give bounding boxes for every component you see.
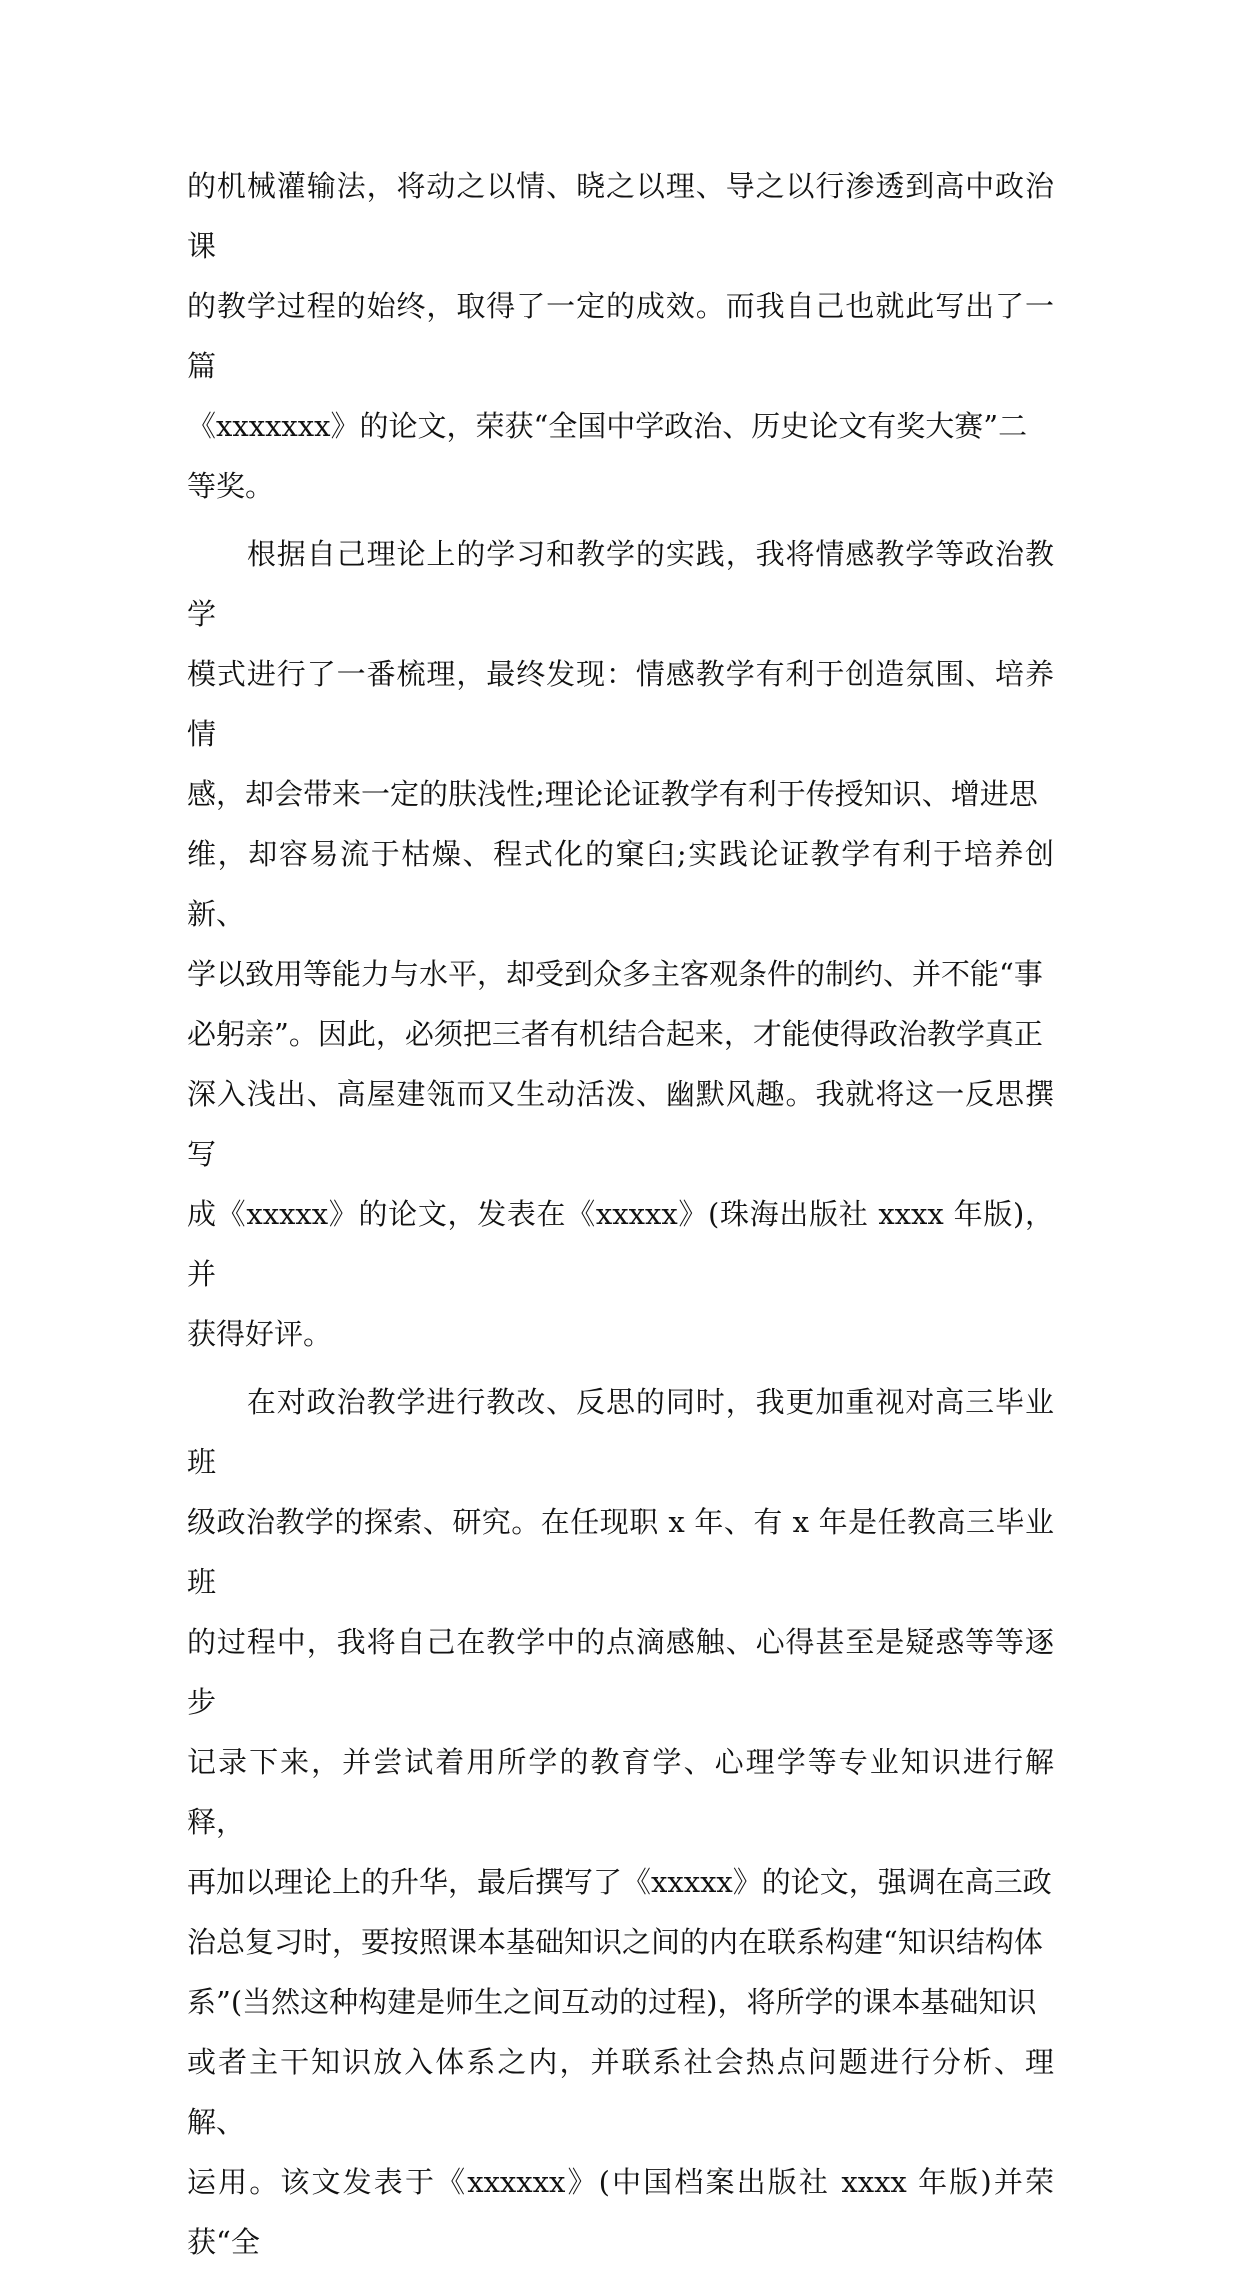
paragraph-1: 的机械灌输法，将动之以情、晓之以理、导之以行渗透到高中政治课 的教学过程的始终，取得了一定的成效。而我自己也就此写出了一篇 《xxxxxxx》的论文，荣获“全国中学政治、历史论文有奖大赛”二 等奖。 [187,169,1054,503]
paragraph-3: 在对政治教学进行教改、反思的同时，我更加重视对高三毕业班 级政治教学的探索、研究。在任现职 x 年、有 x 年是任教高三毕业班 的过程中，我将自己在教学中的点滴感触、心得甚至是疑惑等等逐步 记录下来，并尝试着用所学的教育学、心理学等专业知识进行解释， 再加以理论上的升华，最后撰写了《xxxxx》的论文，强调在高三政 治总复习时，要按照课本基础知识之间的内在联系构建“知识结构体 系”(当然这种构建是师生之间互动的过程)，将所学的课本基础知识 或者主干知识放入体系之内，并联系社会热点问题进行分析、理解、 运用。该文发表于《xxxxxx》(中国档案出版社 xxxx 年版)并荣获“全 [187,1385,1054,2259]
paragraph-2: 根据自己理论上的学习和教学的实践，我将情感教学等政治教学 模式进行了一番梳理，最终发现：情感教学有利于创造氛围、培养情 感，却会带来一定的肤浅性;理论论证教学有利于传授知识、增进思 维，却容易流于枯燥、程式化的窠臼;实践论证教学有利于培养创新、 学以致用等能力与水平，却受到众多主客观条件的制约、并不能“事 必躬亲”。因此，必须把三者有机结合起来，才能使得政治教学真正 深入浅出、高屋建瓴而又生动活泼、幽默风趣。我就将这一反思撰写 成《xxxxx》的论文，发表在《xxxxx》(珠海出版社 xxxx 年版)，并 获得好评。 [187,537,1054,1351]
document-body [187,156,1054,2272]
